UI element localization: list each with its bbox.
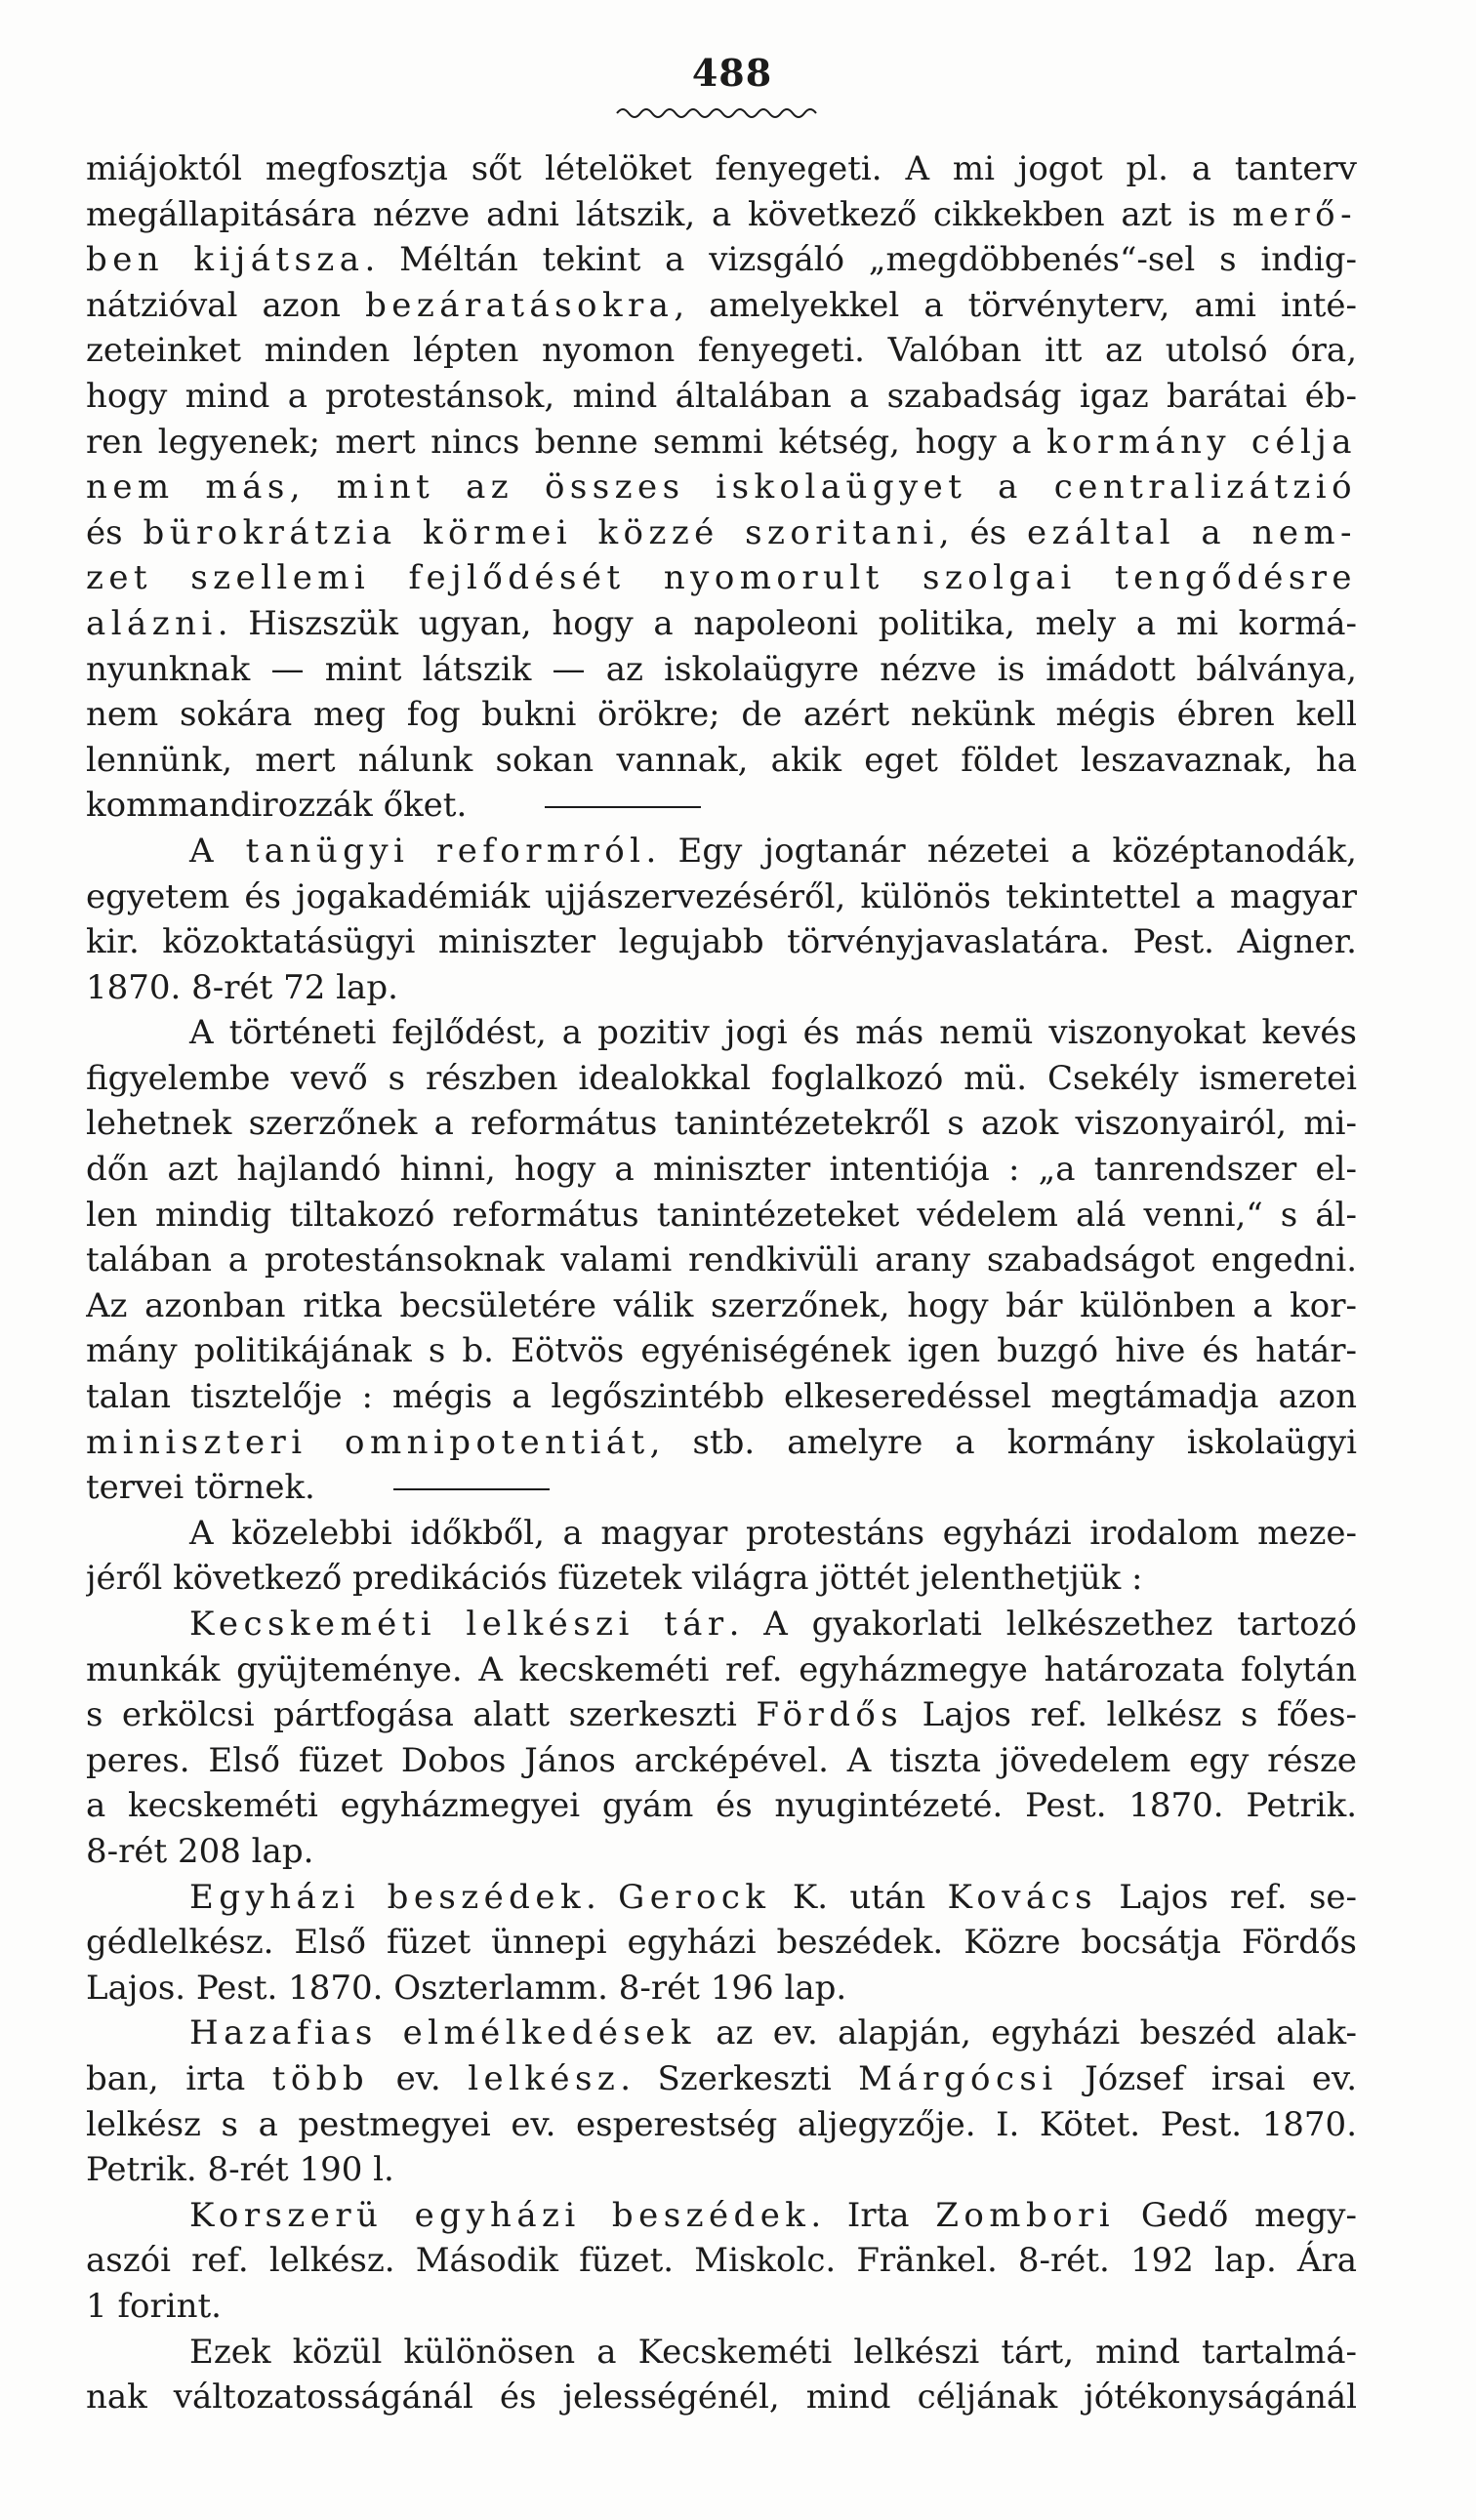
- text-run: Lajos ref. lelkész s főes-: [903, 1695, 1357, 1735]
- text-run: gédlelkész. Első füzet ünnepi egyházi beszédek. Közre bocsátja Fördős: [86, 1923, 1357, 1963]
- text-line: [86, 2102, 1357, 2148]
- text-line: [86, 2193, 1357, 2239]
- text-line: [86, 2330, 1357, 2376]
- spaced-emphasis-text: zet szellemi fejlődését nyomorult szolgai tengődésre: [86, 558, 1357, 598]
- paragraph: [86, 1602, 1357, 1875]
- spaced-emphasis-text: lelkész: [468, 2058, 621, 2098]
- paragraph: [86, 829, 1357, 1010]
- spaced-emphasis-text: A tanügyi reformról: [189, 831, 646, 871]
- text-line: [86, 1692, 1357, 1738]
- text-run: nem sokára meg fog bukni örökre; de azért nekünk mégis ébren kell: [86, 695, 1357, 735]
- text-line: [86, 555, 1357, 601]
- text-run: a kecskeméti egyházmegyei gyám és nyugintézeté. Pest. 1870. Petrik.: [86, 1786, 1357, 1826]
- text-line: [86, 965, 1357, 1011]
- text-run: kir. közoktatásügyi miniszter legujabb törvényjavaslatára. Pest. Aigner.: [86, 922, 1357, 962]
- text-run: Lajos. Pest. 1870. Oszterlamm. 8-rét 196 lap.: [86, 1968, 847, 2008]
- text-line: [86, 283, 1357, 329]
- text-run: nátzióval azon: [86, 285, 366, 325]
- text-run: . Irta: [810, 2195, 936, 2235]
- spaced-emphasis-text: Fördős: [756, 1695, 904, 1735]
- text-run: A történeti fejlődést, a pozitiv jogi és más nemü viszonyokat kevés: [189, 1013, 1357, 1053]
- text-line: [86, 2011, 1357, 2056]
- text-line: [86, 1101, 1357, 1147]
- text-line: [86, 1238, 1357, 1283]
- text-line: [86, 1556, 1357, 1602]
- spaced-emphasis-text: több: [271, 2058, 370, 2098]
- spaced-emphasis-text: Márgócsi: [858, 2058, 1058, 2098]
- text-run: 1870. 8-rét 72 lap.: [86, 967, 398, 1007]
- text-run: . Szerkeszti: [620, 2058, 859, 2098]
- text-run: . A gyakorlati lelkészethez tartozó: [728, 1605, 1357, 1644]
- text-run: . Egy jogtanár nézetei a középtanodák,: [645, 831, 1357, 871]
- text-line: [86, 1738, 1357, 1784]
- text-run: nak változatosságánál és jelességénél, mind céljának jótékonyságánál: [86, 2378, 1357, 2418]
- text-line: [86, 783, 1357, 829]
- text-line: [86, 874, 1357, 920]
- paragraph: [86, 1511, 1357, 1602]
- wavy-ornament: [613, 102, 824, 121]
- text-line: [86, 1465, 1357, 1511]
- text-run: zeteinket minden lépten nyomon fenyegeti. Valóban itt az utolsó óra,: [86, 331, 1357, 371]
- text-run: K. után: [770, 1877, 948, 1917]
- text-line: [86, 1511, 1357, 1557]
- text-line: [86, 1966, 1357, 2012]
- text-run: talan tisztelője : mégis a legőszintébb elkeseredéssel megtámadja azon: [86, 1377, 1357, 1417]
- text-run: len mindig tiltakozó református tanintézeteket védelem alá venni,“ s ál-: [86, 1195, 1357, 1235]
- text-run: az ev. alapján, egyházi beszéd alak-: [695, 2013, 1357, 2053]
- text-line: [86, 647, 1357, 693]
- spaced-emphasis-text: Hazafias elmélkedések: [189, 2013, 696, 2053]
- text-run: 1 forint.: [86, 2286, 222, 2326]
- text-line: [86, 1420, 1357, 1466]
- text-line: [86, 919, 1357, 965]
- text-line: [86, 2147, 1357, 2193]
- text-line: [86, 1147, 1357, 1193]
- text-run: lennünk, mert nálunk sokan vannak, akik eget földet leszavaznak, ha: [86, 740, 1357, 780]
- text-run: lelkész s a pestmegyei ev. esperestség aljegyzője. I. Kötet. Pest. 1870.: [86, 2104, 1357, 2144]
- text-line: [86, 1328, 1357, 1374]
- spaced-emphasis-text: nem más, mint az összes iskolaügyet a centralizátzió: [86, 467, 1357, 508]
- text-line: [86, 2284, 1357, 2330]
- section-divider: [393, 1488, 550, 1490]
- text-line: [86, 146, 1357, 192]
- spaced-emphasis-text: Egyházi beszédek: [189, 1877, 586, 1917]
- text-run: Ezek közül különösen a Kecskeméti lelkészi tárt, mind tartalmá-: [189, 2332, 1357, 2372]
- text-run: hogy mind a protestánsok, mind általában a szabadság igaz barátai éb-: [86, 376, 1357, 416]
- text-run: dőn azt hajlandó hinni, hogy a miniszter intentiója : „a tanrendszer el-: [86, 1150, 1357, 1190]
- text-run: munkák gyüjteménye. A kecskeméti ref. egyházmegye határozata folytán: [86, 1649, 1357, 1689]
- text-run: megállapitására nézve adni látszik, a következő cikkekben azt is: [86, 194, 1233, 234]
- spaced-emphasis-text: Gerock: [618, 1877, 771, 1917]
- text-line: [86, 1374, 1357, 1420]
- paragraph: [86, 2330, 1357, 2420]
- text-run: , amelyekkel a törvényterv, ami inté-: [674, 285, 1357, 325]
- spaced-emphasis-text: miniszteri omnipotentiát: [86, 1422, 650, 1462]
- text-line: [86, 1010, 1357, 1056]
- paragraph: [86, 1010, 1357, 1511]
- spaced-emphasis-text: Kovács: [947, 1877, 1098, 1917]
- text-line: [86, 192, 1357, 238]
- spaced-emphasis-text: merő-: [1232, 194, 1357, 234]
- text-run: József irsai ev.: [1057, 2058, 1357, 2098]
- text-line: [86, 420, 1357, 466]
- text-run: miájoktól megfosztja sőt lételöket fenyegeti. A mi jogot pl. a tanterv: [86, 149, 1357, 188]
- text-line: [86, 1283, 1357, 1329]
- spaced-emphasis-text: Korszerü egyházi beszédek: [189, 2195, 811, 2235]
- text-run: .: [586, 1877, 619, 1917]
- text-run: tervei törnek.: [86, 1468, 315, 1508]
- text-line: [86, 1829, 1357, 1875]
- text-run: 8-rét 208 lap.: [86, 1831, 314, 1871]
- text-run: s erkölcsi pártfogása alatt szerkeszti: [86, 1695, 757, 1735]
- text-run: kommandirozzák őket.: [86, 786, 468, 826]
- text-line: [86, 1875, 1357, 1921]
- body-text: [86, 146, 1357, 2420]
- text-run: , stb. amelyre a kormány iskolaügyi: [649, 1422, 1357, 1462]
- page-number: 488: [691, 51, 773, 95]
- text-line: [86, 1056, 1357, 1102]
- spaced-emphasis-text: alázni: [86, 603, 218, 643]
- text-run: , és: [938, 512, 1027, 552]
- spaced-emphasis-text: kormány célja: [1046, 422, 1357, 462]
- section-divider: [545, 806, 701, 808]
- spaced-emphasis-text: bürokrátzia körmei közzé szoritani: [143, 512, 939, 552]
- text-run: egyetem és jogakadémiák ujjászervezéséről, különös tekintettel a magyar: [86, 876, 1357, 916]
- paragraph: [86, 1875, 1357, 2012]
- text-line: [86, 601, 1357, 647]
- text-line: [86, 328, 1357, 374]
- text-run: és: [86, 512, 144, 552]
- text-line: [86, 1783, 1357, 1829]
- text-line: [86, 1193, 1357, 1239]
- paragraph: [86, 2193, 1357, 2330]
- text-run: talában a protestánsoknak valami rendkivüli arany szabadságot engedni.: [86, 1240, 1357, 1280]
- text-run: jéről következő predikációs füzetek világra jöttét jelenthetjük :: [86, 1559, 1143, 1599]
- text-line: [86, 465, 1357, 510]
- text-run: peres. Első füzet Dobos János arcképével. A tiszta jövedelem egy része: [86, 1740, 1357, 1780]
- text-line: [86, 374, 1357, 420]
- spaced-emphasis-text: Zombori: [935, 2195, 1116, 2235]
- text-line: [86, 692, 1357, 738]
- text-line: [86, 738, 1357, 784]
- text-run: ev.: [369, 2058, 469, 2098]
- text-line: [86, 2375, 1357, 2420]
- text-run: mány politikájának s b. Eötvös egyéniségének igen buzgó hive és határ-: [86, 1331, 1357, 1371]
- text-run: . Méltán tekint a vizsgáló „megdöbbenés“-sel s indig-: [364, 240, 1357, 280]
- text-line: [86, 829, 1357, 874]
- text-run: figyelembe vevő s részben idealokkal foglalkozó mü. Csekély ismeretei: [86, 1058, 1357, 1098]
- text-run: ban, irta: [86, 2058, 272, 2098]
- text-run: ren legyenek; mert nincs benne semmi kétség, hogy a: [86, 422, 1046, 462]
- text-run: Gedő megy-: [1115, 2195, 1357, 2235]
- text-line: [86, 1602, 1357, 1647]
- text-line: [86, 2238, 1357, 2284]
- spaced-emphasis-text: ezáltal a nem-: [1026, 512, 1357, 552]
- text-line: [86, 510, 1357, 556]
- text-run: aszói ref. lelkész. Második füzet. Miskolc. Fränkel. 8-rét. 192 lap. Ára: [86, 2241, 1357, 2281]
- text-run: A közelebbi időkből, a magyar protestáns egyházi irodalom meze-: [189, 1513, 1357, 1553]
- spaced-emphasis-text: bezáratásokra: [365, 285, 675, 325]
- text-run: Lajos ref. se-: [1097, 1877, 1357, 1917]
- spaced-emphasis-text: ben kijátsza: [86, 240, 365, 280]
- paragraph: [86, 146, 1357, 829]
- text-run: . Hiszszük ugyan, hogy a napoleoni politika, mely a mi kormá-: [217, 603, 1357, 643]
- spaced-emphasis-text: Kecskeméti lelkészi tár: [189, 1605, 729, 1644]
- text-run: lehetnek szerzőnek a református tanintézetekről s azok viszonyairól, mi-: [86, 1104, 1357, 1144]
- paragraph: [86, 2011, 1357, 2192]
- text-line: [86, 1920, 1357, 1966]
- text-line: [86, 2056, 1357, 2102]
- text-run: Az azonban ritka becsületére válik szerzőnek, hogy bár különben a kor-: [86, 1285, 1357, 1325]
- text-line: [86, 237, 1357, 283]
- text-run: Petrik. 8-rét 190 l.: [86, 2150, 394, 2190]
- text-line: [86, 1647, 1357, 1693]
- text-run: nyunknak — mint látszik — az iskolaügyre nézve is imádott bálványa,: [86, 649, 1357, 689]
